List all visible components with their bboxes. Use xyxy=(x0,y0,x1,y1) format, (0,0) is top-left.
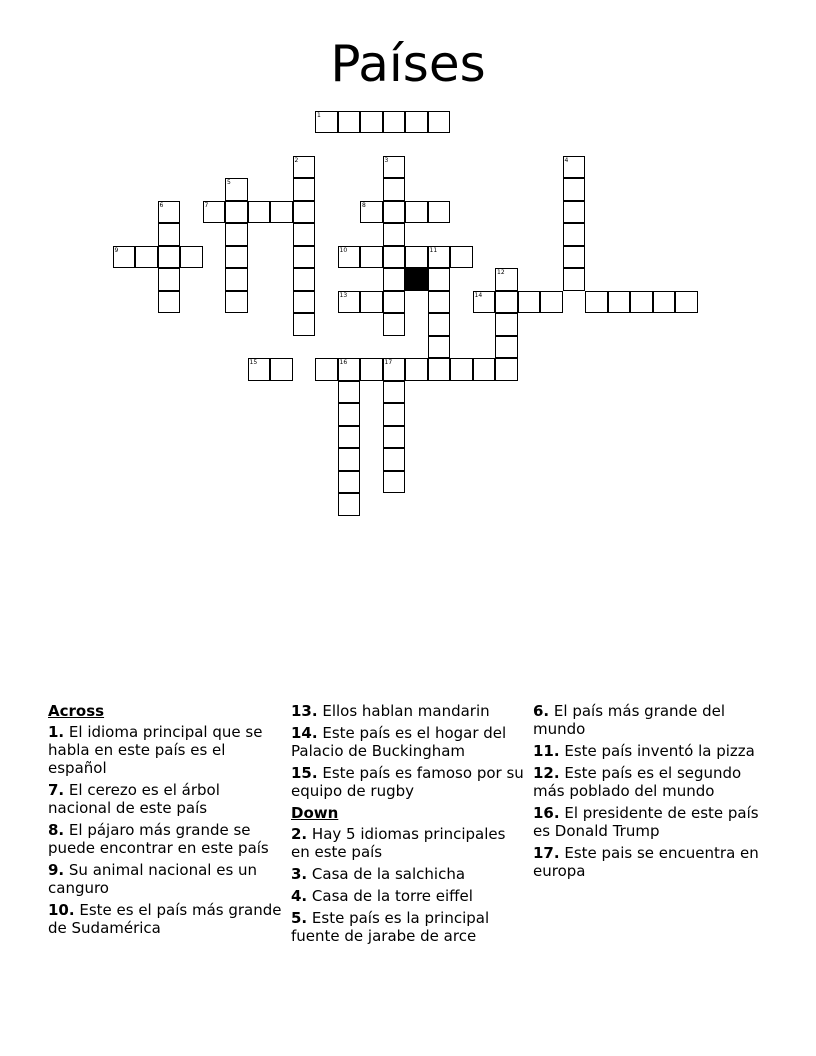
grid-cell[interactable] xyxy=(383,471,406,494)
grid-cell[interactable] xyxy=(225,246,248,269)
grid-cell[interactable] xyxy=(585,291,608,314)
grid-cell[interactable] xyxy=(495,336,518,359)
grid-cell[interactable] xyxy=(248,201,271,224)
grid-cell[interactable] xyxy=(113,246,136,269)
grid-cell[interactable] xyxy=(428,201,451,224)
grid-cell[interactable] xyxy=(225,291,248,314)
clue-number: 1 xyxy=(317,111,321,119)
clue-item xyxy=(291,825,526,861)
grid-cell[interactable] xyxy=(338,493,361,516)
clue-number-label: 6. xyxy=(533,702,550,720)
grid-cell[interactable] xyxy=(383,246,406,269)
clue-number-label: 15. xyxy=(291,764,318,782)
clue-item xyxy=(291,865,526,883)
grid-cell[interactable] xyxy=(383,156,406,179)
grid-cell[interactable] xyxy=(338,448,361,471)
grid-cell[interactable] xyxy=(428,246,451,269)
clue-text: Su animal nacional es un canguro xyxy=(48,861,258,897)
clue-number: 13 xyxy=(339,291,348,299)
grid-cell[interactable] xyxy=(338,246,361,269)
grid-cell[interactable] xyxy=(360,358,383,381)
grid-cell[interactable] xyxy=(473,291,496,314)
clue-number: 10 xyxy=(339,246,348,254)
grid-cell[interactable] xyxy=(360,291,383,314)
grid-cell[interactable] xyxy=(293,223,316,246)
clue-number-label: 8. xyxy=(48,821,65,839)
grid-cell[interactable] xyxy=(338,291,361,314)
grid-cell[interactable] xyxy=(293,291,316,314)
clue-number-label: 2. xyxy=(291,825,308,843)
grid-cell[interactable] xyxy=(225,201,248,224)
clue-item xyxy=(48,901,283,937)
grid-cell[interactable] xyxy=(540,291,563,314)
grid-cell[interactable] xyxy=(338,471,361,494)
grid-cell[interactable] xyxy=(495,291,518,314)
grid-cell[interactable] xyxy=(383,201,406,224)
clue-number: 14 xyxy=(474,291,483,299)
grid-cell[interactable] xyxy=(383,403,406,426)
clue-text: El pájaro más grande se puede encontrar en este país xyxy=(48,821,269,857)
grid-cell[interactable] xyxy=(405,358,428,381)
clue-number-label: 11. xyxy=(533,742,560,760)
grid-cell[interactable] xyxy=(383,448,406,471)
clue-number: 12 xyxy=(497,269,505,276)
clue-number: 4 xyxy=(564,156,569,164)
grid-cell[interactable] xyxy=(338,111,361,134)
clue-text: Este es el país más grande de Sudamérica xyxy=(48,901,282,937)
clue-number: 8 xyxy=(362,201,366,209)
grid-cell[interactable] xyxy=(383,313,406,336)
grid-cell[interactable] xyxy=(428,268,451,291)
grid-cell[interactable] xyxy=(225,178,248,201)
grid-cell[interactable] xyxy=(293,156,316,179)
clue-text: Este país es el segundo más poblado del mundo xyxy=(533,764,742,800)
clue-number: 15 xyxy=(249,359,258,366)
grid-cell[interactable] xyxy=(248,358,271,381)
grid-cell[interactable] xyxy=(383,178,406,201)
grid-cell[interactable] xyxy=(158,268,181,291)
clue-item xyxy=(291,887,526,905)
clue-number-label: 1. xyxy=(48,723,65,741)
grid-cell[interactable] xyxy=(338,403,361,426)
grid-cell[interactable] xyxy=(428,291,451,314)
clue-number-label: 9. xyxy=(48,861,65,879)
clue-number-label: 16. xyxy=(533,804,560,822)
clue-number: 16 xyxy=(339,359,348,366)
clue-text: Ellos hablan mandarin xyxy=(317,702,490,720)
clue-text: Hay 5 idiomas principales en este país xyxy=(291,825,506,861)
clue-text: El cerezo es el árbol nacional de este país xyxy=(48,781,220,817)
clue-number-label: 7. xyxy=(48,781,65,799)
clue-column-1 xyxy=(48,702,283,941)
grid-cell[interactable] xyxy=(293,246,316,269)
clue-column-2 xyxy=(291,702,526,949)
clue-item xyxy=(533,804,768,840)
grid-cell[interactable] xyxy=(405,246,428,269)
grid-cell[interactable] xyxy=(293,268,316,291)
grid-cell[interactable] xyxy=(428,336,451,359)
grid-cell[interactable] xyxy=(338,358,361,381)
grid-cell[interactable] xyxy=(563,156,586,179)
grid-cell[interactable] xyxy=(338,426,361,449)
clue-text: Este pais se encuentra en europa xyxy=(533,844,759,880)
grid-cell[interactable] xyxy=(428,111,451,134)
grid-cell[interactable] xyxy=(383,223,406,246)
grid-cell[interactable] xyxy=(608,291,631,314)
grid-cell[interactable] xyxy=(405,201,428,224)
clue-text: Este país es el hogar del Palacio de Buckingham xyxy=(291,724,507,760)
grid-cell[interactable] xyxy=(450,358,473,381)
across-heading: Across xyxy=(48,702,105,720)
grid-cell[interactable] xyxy=(383,291,406,314)
grid-cell[interactable] xyxy=(495,313,518,336)
grid-cell[interactable] xyxy=(473,358,496,381)
grid-cell[interactable] xyxy=(315,111,338,134)
clue-number-label: 13. xyxy=(291,702,318,720)
clue-number: 17 xyxy=(384,359,393,366)
grid-cell[interactable] xyxy=(383,111,406,134)
grid-cell[interactable] xyxy=(563,223,586,246)
grid-cell[interactable] xyxy=(158,223,181,246)
grid-cell[interactable] xyxy=(158,201,181,224)
down-heading: Down xyxy=(291,804,339,822)
clue-item xyxy=(291,909,526,945)
clue-number: 6 xyxy=(159,201,164,209)
clue-item xyxy=(48,821,283,857)
clue-number: 2 xyxy=(294,156,299,164)
clue-number-label: 12. xyxy=(533,764,560,782)
clue-number-label: 17. xyxy=(533,844,560,862)
grid-cell[interactable] xyxy=(675,291,698,314)
grid-cell[interactable] xyxy=(653,291,676,314)
clue-number: 11 xyxy=(429,246,438,254)
puzzle-title: Países xyxy=(330,35,486,93)
clue-text: Este país inventó la pizza xyxy=(559,742,755,760)
grid-cell[interactable] xyxy=(450,246,473,269)
clue-number-label: 5. xyxy=(291,909,308,927)
grid-cell[interactable] xyxy=(428,313,451,336)
grid-cell[interactable] xyxy=(270,201,293,224)
clue-item xyxy=(291,724,526,760)
grid-cell[interactable] xyxy=(315,358,338,381)
clue-number-label: 10. xyxy=(48,901,75,919)
grid-cell[interactable] xyxy=(383,426,406,449)
grid-cell[interactable] xyxy=(203,201,226,224)
grid-cell[interactable] xyxy=(360,111,383,134)
clue-item xyxy=(533,764,768,800)
clue-text: El presidente de este país es Donald Trump xyxy=(533,804,759,840)
clue-number: 3 xyxy=(384,156,389,164)
grid-cell[interactable] xyxy=(360,201,383,224)
grid-cell[interactable] xyxy=(360,246,383,269)
grid-cell[interactable] xyxy=(563,201,586,224)
clue-text: El idioma principal que se habla en este país es el español xyxy=(48,723,263,777)
grid-cell[interactable] xyxy=(495,268,518,291)
grid-cell[interactable] xyxy=(135,246,158,269)
grid-cell[interactable] xyxy=(563,268,586,291)
grid-cell[interactable] xyxy=(405,111,428,134)
clue-text: Este país es famoso por su equipo de rugby xyxy=(291,764,524,800)
clue-item xyxy=(533,702,768,738)
clue-number: 7 xyxy=(204,201,209,209)
grid-cell[interactable] xyxy=(495,358,518,381)
grid-cell[interactable] xyxy=(293,201,316,224)
grid-cell[interactable] xyxy=(225,223,248,246)
clue-number-label: 14. xyxy=(291,724,318,742)
clue-item xyxy=(533,844,768,880)
grid-cell[interactable] xyxy=(383,268,406,291)
grid-cell[interactable] xyxy=(518,291,541,314)
grid-cell[interactable] xyxy=(158,291,181,314)
clue-text: Casa de la torre eiffel xyxy=(307,887,473,905)
clue-number: 5 xyxy=(227,179,231,186)
grid-cell[interactable] xyxy=(383,358,406,381)
grid-cell[interactable] xyxy=(270,358,293,381)
clue-item xyxy=(533,742,768,760)
clue-number: 9 xyxy=(114,246,119,254)
clue-number-label: 4. xyxy=(291,887,308,905)
grid-cell[interactable] xyxy=(180,246,203,269)
clue-text: Este país es la principal fuente de jarabe de arce xyxy=(291,909,490,945)
grid-cell[interactable] xyxy=(383,381,406,404)
clue-column-3 xyxy=(533,702,768,884)
grid-cell[interactable] xyxy=(225,268,248,291)
black-square xyxy=(405,268,428,291)
grid-cell[interactable] xyxy=(293,313,316,336)
clue-number-label: 3. xyxy=(291,865,308,883)
clue-item xyxy=(48,781,283,817)
grid-cell[interactable] xyxy=(338,381,361,404)
clue-item xyxy=(291,764,526,800)
grid-cell[interactable] xyxy=(563,178,586,201)
grid-cell[interactable] xyxy=(158,246,181,269)
grid-cell[interactable] xyxy=(563,246,586,269)
clue-item xyxy=(48,861,283,897)
clue-item xyxy=(291,702,526,720)
grid-cell[interactable] xyxy=(293,178,316,201)
grid-cell[interactable] xyxy=(630,291,653,314)
clue-text: Casa de la salchicha xyxy=(307,865,466,883)
clue-item xyxy=(48,723,283,777)
clue-text: El país más grande del mundo xyxy=(533,702,725,738)
grid-cell[interactable] xyxy=(428,358,451,381)
